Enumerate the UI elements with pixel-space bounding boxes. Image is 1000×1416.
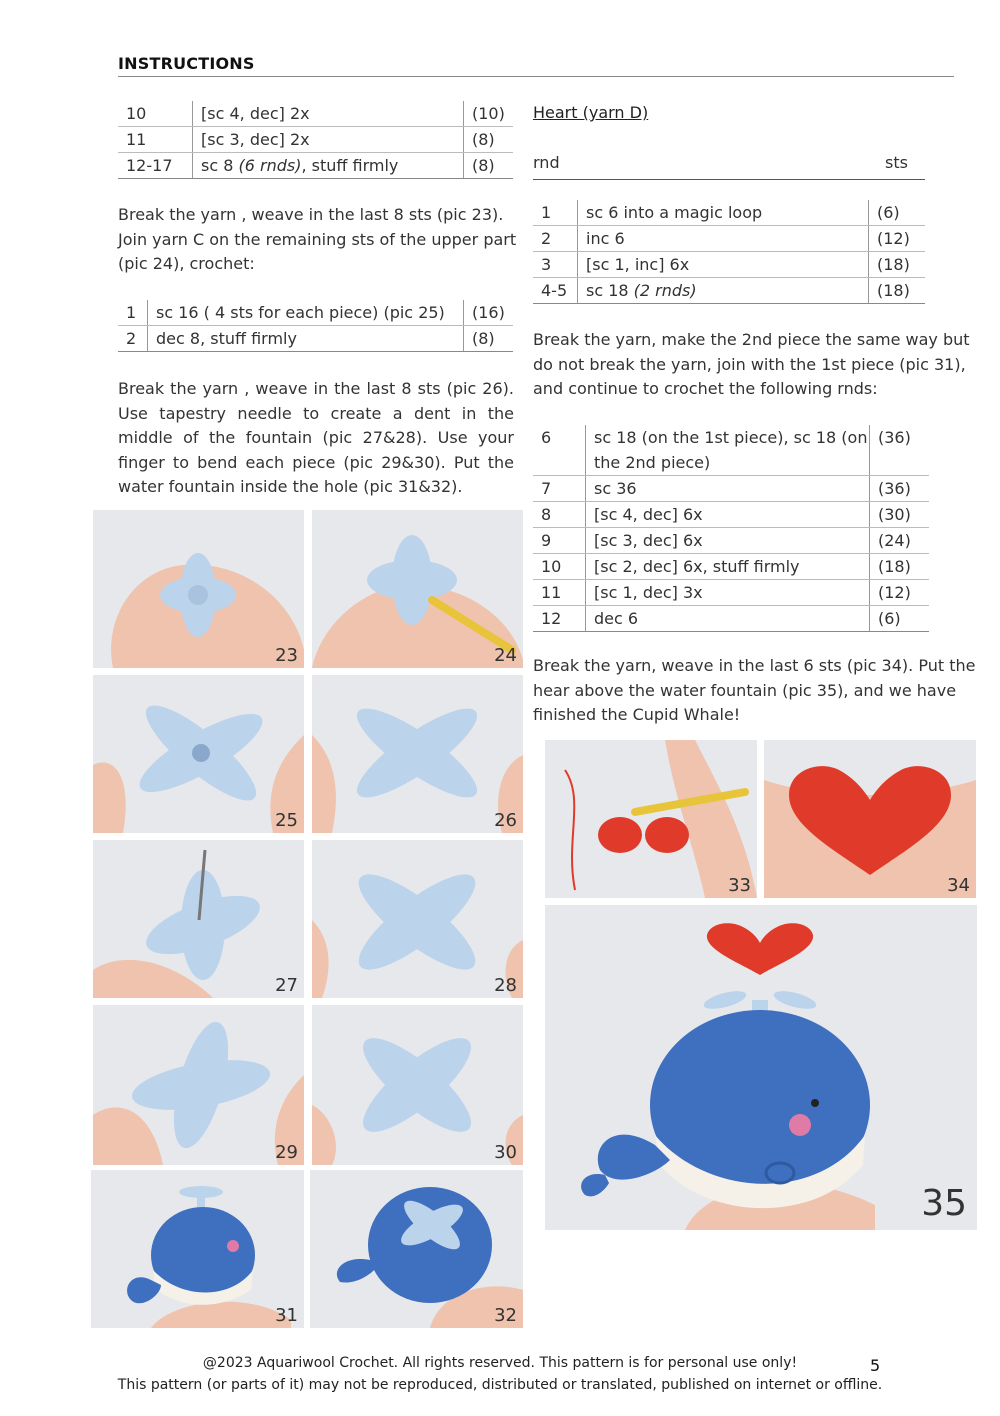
column-label-rule (533, 179, 925, 180)
table-row (533, 252, 925, 278)
table-join-rounds (118, 300, 513, 352)
round-instruction: [sc 1, inc] 6x (578, 252, 869, 278)
table-heart-join-rounds (533, 425, 929, 632)
stitch-count: (36) (870, 476, 930, 502)
round-number: 2 (118, 326, 148, 352)
instruction-text: sc 18 (586, 281, 634, 300)
whale-with-fountain-illustration (91, 1170, 304, 1328)
photo-number: 35 (921, 1183, 967, 1224)
stitch-count: (8) (464, 127, 514, 153)
round-instruction: dec 8, stuff firmly (148, 326, 464, 352)
fountain-dent-illustration (312, 840, 523, 998)
instruction-text: sc 8 (201, 156, 239, 175)
round-instruction: [sc 1, dec] 3x (586, 580, 870, 606)
stitch-count: (12) (870, 580, 930, 606)
round-instruction: sc 16 ( 4 sts for each piece) (pic 25) (148, 300, 464, 326)
copyright-notice: @2023 Aquariwool Crochet. All rights reserved. This pattern is for personal use only! (202, 1355, 798, 1371)
photo-number: 26 (494, 810, 517, 831)
photo-27 (93, 840, 304, 998)
round-number: 10 (533, 554, 586, 580)
photo-number: 27 (275, 975, 298, 996)
table-row (533, 502, 929, 528)
photo-26 (312, 675, 523, 833)
heading-rule (118, 76, 954, 77)
table-row (118, 101, 513, 127)
photo-24 (312, 510, 523, 668)
round-instruction: inc 6 (578, 226, 869, 252)
stitch-count: (18) (870, 554, 930, 580)
table-row (533, 476, 929, 502)
page-heading: INSTRUCTIONS (118, 54, 255, 73)
photo-25 (93, 675, 304, 833)
table-row (533, 606, 929, 632)
table-row (118, 326, 513, 352)
rnd-column-label: rnd (533, 153, 560, 172)
photo-32 (310, 1170, 523, 1328)
round-number: 11 (118, 127, 193, 153)
table-row (533, 554, 929, 580)
stitch-count: (18) (869, 252, 926, 278)
round-instruction: [sc 3, dec] 2x (193, 127, 464, 153)
table-row (118, 153, 513, 179)
photo-number: 32 (494, 1305, 517, 1326)
round-number: 12-17 (118, 153, 193, 179)
table-row (533, 226, 925, 252)
round-number: 2 (533, 226, 578, 252)
stitch-count: (8) (464, 326, 514, 352)
paragraph-1: Break the yarn , weave in the last 8 sts (pic 23). Join yarn C on the remaining sts of the upper part (pic 24), crochet: (118, 205, 517, 273)
heart-paragraph: Break the yarn, make the 2nd piece the same way but do not break the yarn, join with the 1st piece (pic 31), and continue to crochet the following rnds: (533, 330, 970, 398)
stitch-count: (36) (870, 425, 930, 476)
stitch-count: (18) (869, 278, 926, 304)
photo-29 (93, 1005, 304, 1165)
round-number: 1 (533, 200, 578, 226)
photo-number: 23 (275, 645, 298, 666)
instruction-note: (6 rnds) (238, 156, 302, 175)
photo-number: 34 (947, 875, 970, 896)
instruction-note: (2 rnds) (633, 281, 697, 300)
fountain-closed-illustration (312, 675, 523, 833)
round-instruction: dec 6 (586, 606, 870, 632)
round-number: 6 (533, 425, 586, 476)
photo-number: 28 (494, 975, 517, 996)
round-instruction (193, 153, 464, 179)
round-number: 12 (533, 606, 586, 632)
table-row (533, 425, 929, 476)
table-row (533, 278, 925, 304)
round-number: 8 (533, 502, 586, 528)
photo-28 (312, 840, 523, 998)
heart-section-title: Heart (yarn D) (533, 103, 649, 122)
fountain-crochet-hook-illustration (312, 510, 523, 668)
fountain-bent-illustration (312, 1005, 523, 1165)
stitch-count: (24) (870, 528, 930, 554)
fountain-bending-illustration (93, 1005, 304, 1165)
instruction-text: , stuff firmly (301, 156, 399, 175)
photo-35 (545, 905, 977, 1230)
round-number: 7 (533, 476, 586, 502)
whale-top-view-illustration (310, 1170, 523, 1328)
fountain-pieces-illustration (93, 675, 304, 833)
round-instruction (578, 278, 869, 304)
photo-number: 25 (275, 810, 298, 831)
stitch-count: (8) (464, 153, 514, 179)
sts-column-label: sts (885, 153, 908, 172)
stitch-count: (12) (869, 226, 926, 252)
photo-34 (764, 740, 976, 898)
photo-31 (91, 1170, 304, 1328)
round-instruction: [sc 2, dec] 6x, stuff firmly (586, 554, 870, 580)
fountain-in-hand-illustration (93, 510, 304, 668)
fountain-needle-illustration (93, 840, 304, 998)
heart-in-hand-illustration (764, 740, 976, 898)
reproduction-notice: This pattern (or parts of it) may not be reproduced, distributed or translated, published on internet or offline. (117, 1377, 883, 1393)
table-heart-rounds (533, 200, 925, 304)
round-instruction: sc 36 (586, 476, 870, 502)
stitch-count: (30) (870, 502, 930, 528)
table-row (118, 127, 513, 153)
photo-number: 30 (494, 1142, 517, 1163)
stitch-count: (10) (464, 101, 514, 127)
round-instruction: sc 6 into a magic loop (578, 200, 869, 226)
stitch-count: (6) (869, 200, 926, 226)
paragraph-2: Break the yarn , weave in the last 8 sts (pic 26). Use tapestry needle to create a dent in the middle of the fountain (pic 27&28). Use your finger to bend each piece (pic 29&30). Put the water fountain inside the hole (pic 31&32). (118, 379, 514, 496)
round-number: 10 (118, 101, 193, 127)
table-fountain-rounds (118, 101, 513, 179)
round-number: 11 (533, 580, 586, 606)
final-paragraph: Break the yarn, weave in the last 6 sts (pic 34). Put the hear above the water fountain (pic 35), and we have finished the Cupid Whale! (533, 656, 976, 724)
table-row (533, 200, 925, 226)
round-instruction: [sc 4, dec] 2x (193, 101, 464, 127)
round-number: 9 (533, 528, 586, 554)
photo-number: 29 (275, 1142, 298, 1163)
photo-number: 31 (275, 1305, 298, 1326)
round-number: 4-5 (533, 278, 578, 304)
photo-33 (545, 740, 757, 898)
round-number: 3 (533, 252, 578, 278)
round-instruction: [sc 4, dec] 6x (586, 502, 870, 528)
page-number: 5 (870, 1356, 881, 1375)
table-row (533, 580, 929, 606)
table-row (118, 300, 513, 326)
stitch-count: (16) (464, 300, 514, 326)
photo-23 (93, 510, 304, 668)
table-row (533, 528, 929, 554)
photo-30 (312, 1005, 523, 1165)
round-instruction: [sc 3, dec] 6x (586, 528, 870, 554)
heart-pieces-illustration (545, 740, 757, 898)
photo-number: 24 (494, 645, 517, 666)
stitch-count: (6) (870, 606, 930, 632)
round-number: 1 (118, 300, 148, 326)
photo-number: 33 (728, 875, 751, 896)
round-instruction: sc 18 (on the 1st piece), sc 18 (on the 2nd piece) (586, 425, 870, 476)
finished-cupid-whale-illustration (545, 905, 977, 1230)
